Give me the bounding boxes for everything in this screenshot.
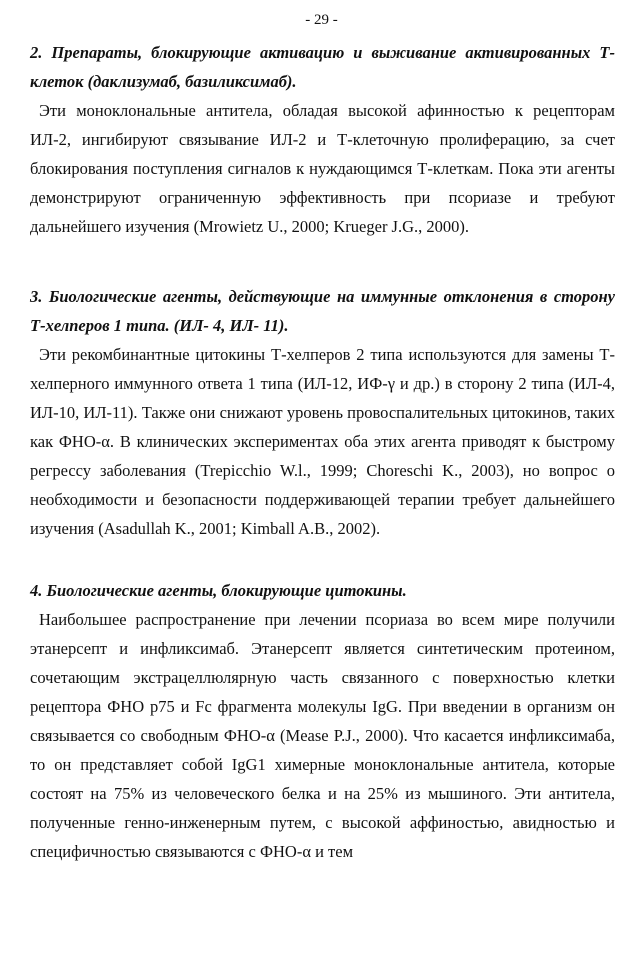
section-2-dacluzimab [30,38,615,241]
section-heading: 4. Биологические агенты, блокирующие цитокины. [30,581,407,600]
section-paragraph: Наибольшее распространение при лечении псориаза во всем мире получили этанерсепт и инфликсимаб. Этанерсепт является синтетическим протеином, сочетающим экстрацеллюлярную часть связанного с поверхностью клетки рецептора ФНО p75 и Fc фрагмента молекулы IgG. При введении в организм он связывается со свободным ФНО-α (Mease P.J., 2000). Что касается инфликсимаба, то он представляет собой IgG1 химерные моноклональные антитела, которые состоят на 75% из человеческого белка и на 25% из мышиного. Эти антитела, полученные генно-инженерным путем, с высокой аффиностью, авидностью и специфичностью связываются с ФНО-α и тем [30,610,615,861]
section-heading: 2. Препараты, блокирующие активацию и выживание активированных Т-клеток (даклизумаб, базиликсимаб). [30,43,615,91]
section-heading: 3. Биологические агенты, действующие на иммунные отклонения в сторону Т-хелперов 1 типа. (ИЛ- 4, ИЛ- 11). [30,287,615,335]
section-3-th1-agents [30,282,615,543]
section-4-cytokine-blockers [30,576,615,866]
section-paragraph: Эти моноклональные антитела, обладая высокой афинностью к рецепторам ИЛ-2, ингибируют связывание ИЛ-2 и Т-клеточную пролиферацию, за счет блокирования поступления сигналов к нуждающимся Т-клеткам. Пока эти агенты демонстрируют ограниченную эффективность при псориазе и требуют дальнейшего изучения (Mrowietz U., 2000; Krueger J.G., 2000). [30,101,615,236]
section-paragraph: Эти рекомбинантные цитокины Т-хелперов 2 типа используются для замены Т-хелперного иммунного ответа 1 типа (ИЛ-12, ИФ-γ и др.) в сторону 2 типа (ИЛ-4, ИЛ-10, ИЛ-11). Также они снижают уровень провоспалительных цитокинов, таких как ФНО-α. В клинических экспериментах оба этих агента приводят к быстрому регрессу заболевания (Trepicchio W.l., 1999; Choreschi K., 2003), но вопрос о необходимости и безопасности поддерживающей терапии требует дальнейшего изучения (Asadullah K., 2001; Kimball A.B., 2002). [30,345,615,538]
page-number: - 29 - [305,12,338,28]
